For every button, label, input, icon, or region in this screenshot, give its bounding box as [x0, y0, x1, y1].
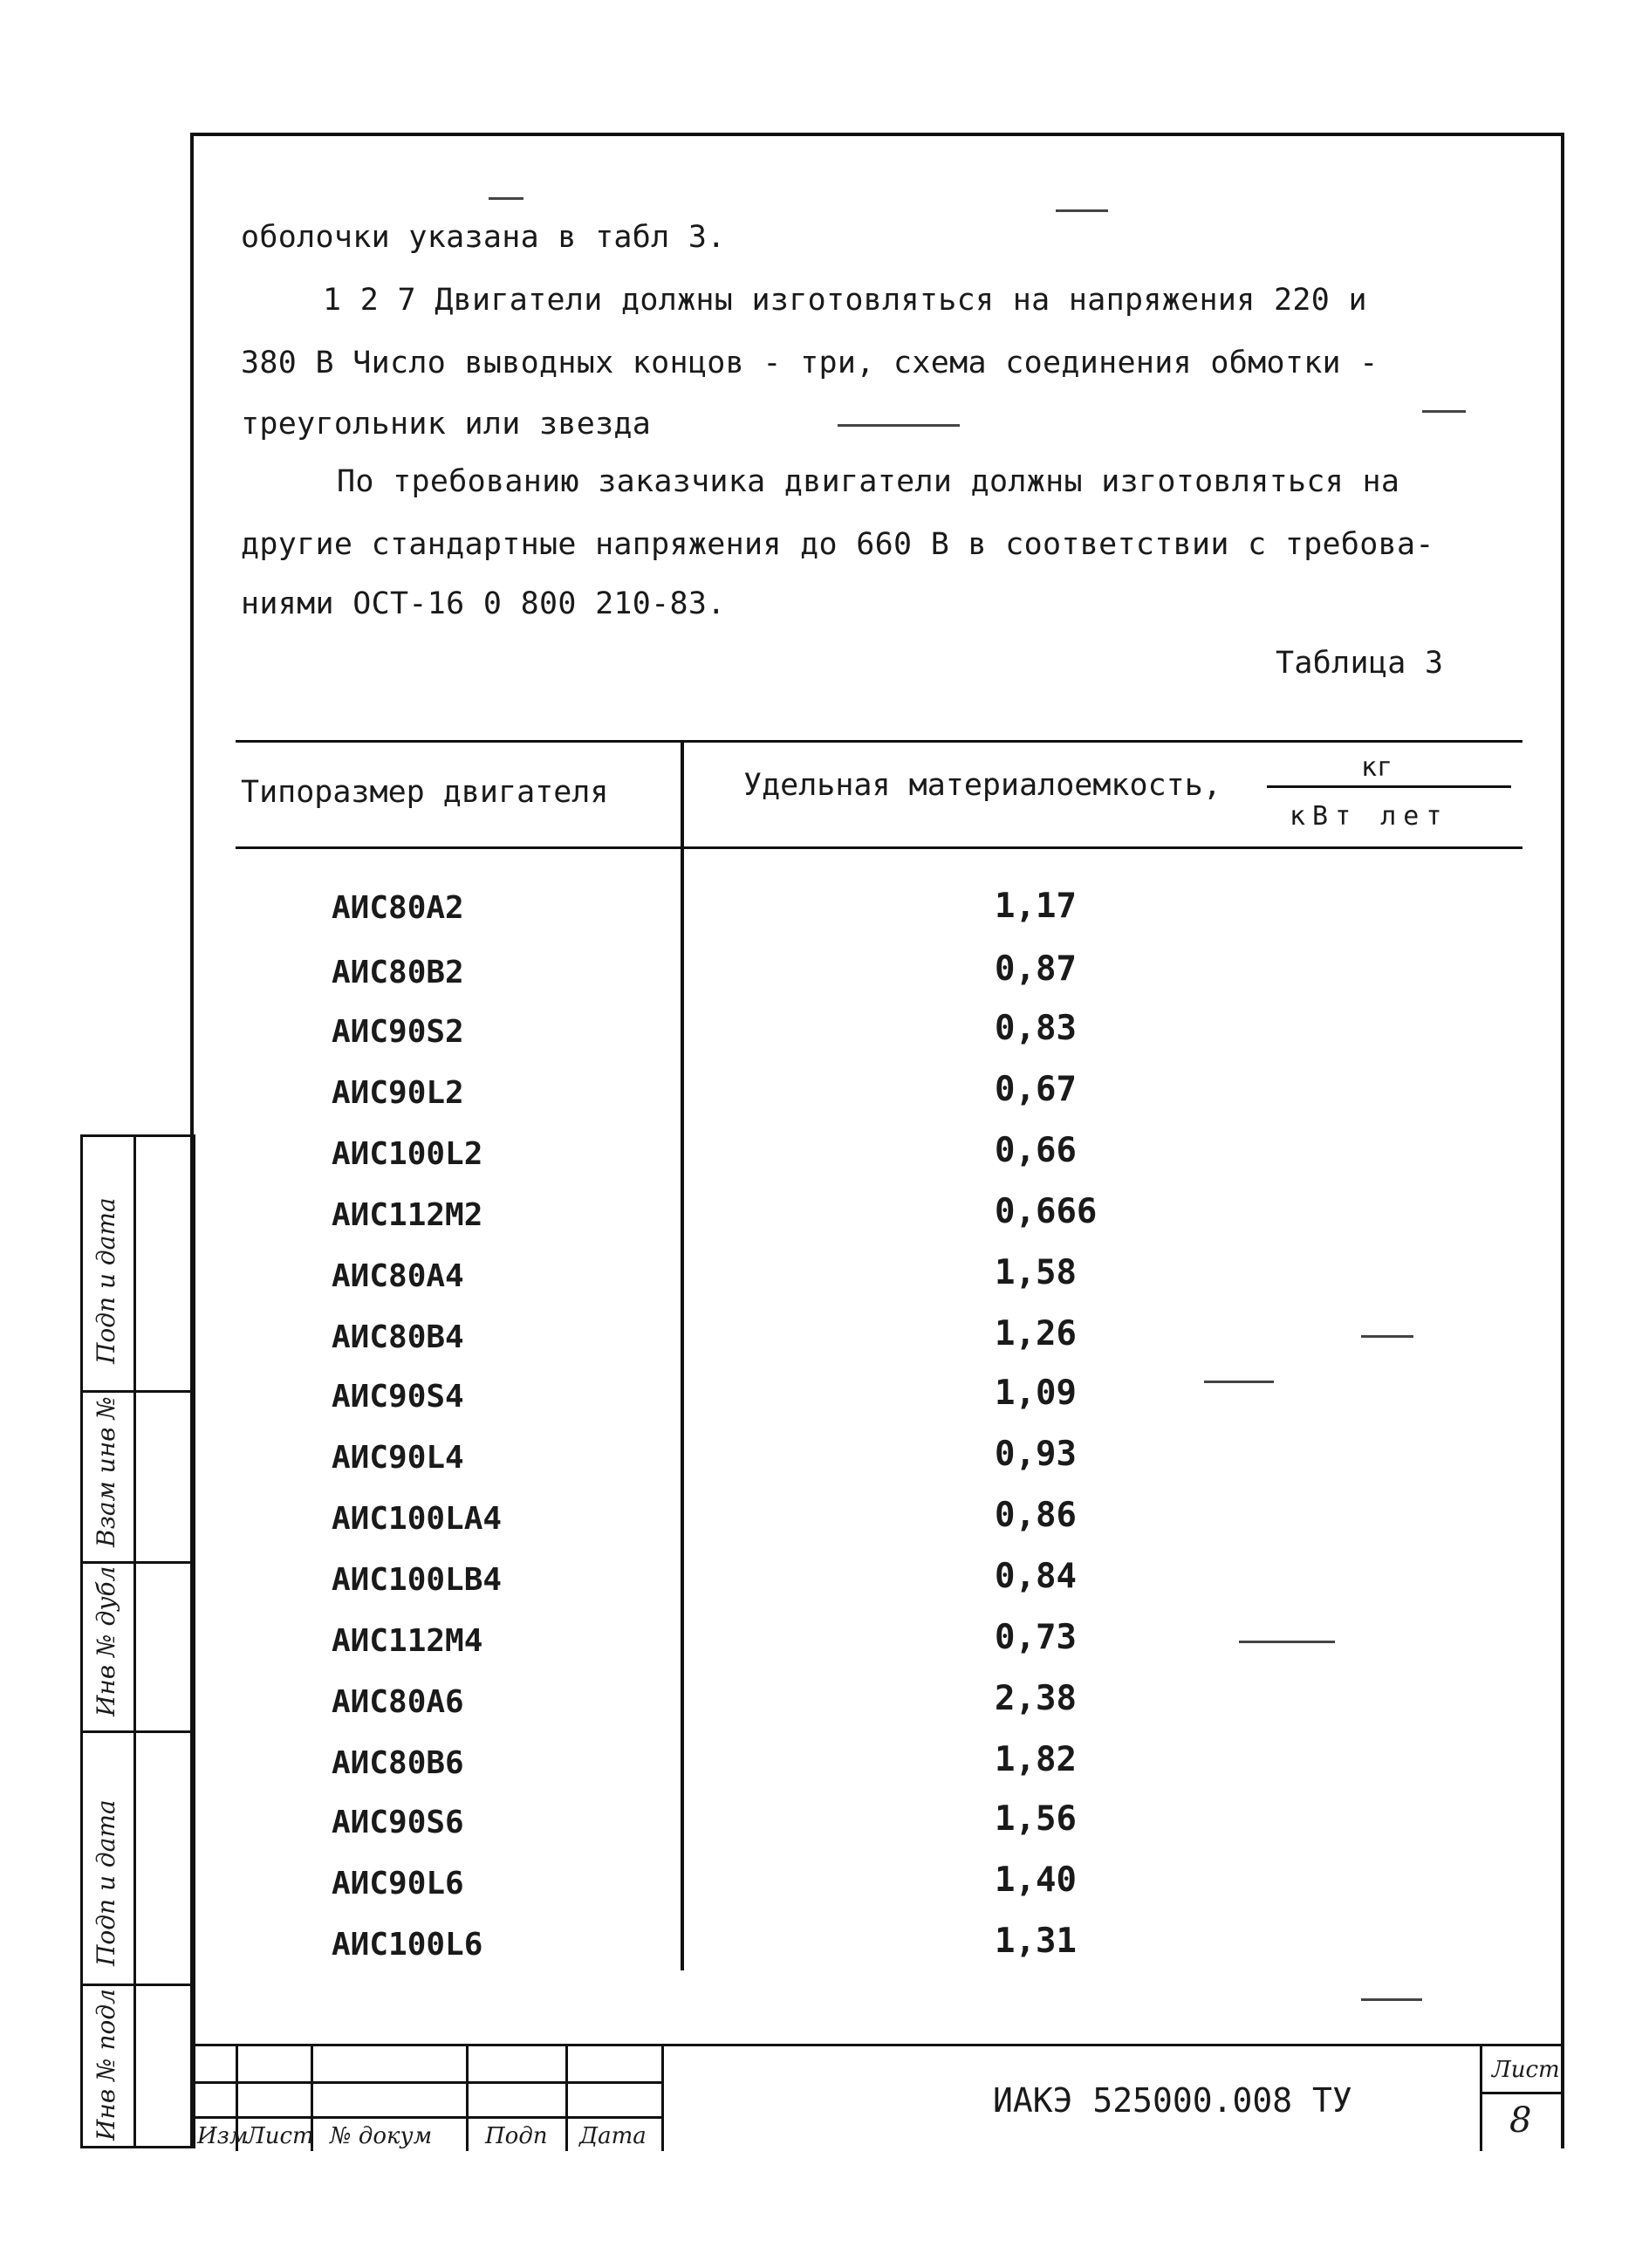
table-top-rule: [236, 740, 1522, 743]
scan-mark: [1422, 410, 1466, 413]
strip-divider: [83, 1730, 193, 1733]
table-cell-value: 1,56: [995, 1799, 1077, 1839]
stamp-line: [565, 2046, 568, 2151]
scan-mark: [489, 197, 523, 200]
table-column-rule: [681, 740, 684, 1970]
scan-mark: [1361, 1335, 1413, 1338]
stamp-line: [190, 2081, 661, 2084]
sheet-label: Лист: [1492, 2057, 1560, 2083]
title-block: [190, 2044, 1564, 2148]
side-label: Инв № дубл: [92, 1566, 120, 1716]
scan-mark: [1361, 1998, 1422, 2001]
stamp-line: [190, 2116, 661, 2119]
table-cell-type: АИС112М4: [332, 1623, 483, 1659]
paragraph-line: 1 2 7 Двигатели должны изготовляться на напряжения 220 и: [323, 283, 1367, 318]
unit-numerator: кг: [1361, 752, 1393, 783]
table-cell-type: АИС100L6: [332, 1927, 483, 1963]
stamp-column-label: Лист: [246, 2123, 314, 2149]
strip-divider: [83, 1390, 193, 1393]
table-cell-value: 0,73: [995, 1618, 1077, 1657]
table-cell-type: АИС90L4: [332, 1440, 464, 1476]
table-cell-value: 0,67: [995, 1070, 1077, 1109]
unit-denominator: кВт лет: [1290, 801, 1449, 832]
stamp-line: [466, 2046, 469, 2151]
table-cell-type: АИС80А6: [332, 1684, 464, 1720]
document-code: ИАКЭ 525000.008 ТУ: [993, 2081, 1352, 2120]
paragraph-line: ниями ОСТ-16 0 800 210-83.: [241, 586, 726, 621]
table-header-rule: [236, 846, 1522, 849]
column-header-material: Удельная материалоемкость,: [743, 768, 1221, 803]
paragraph-line: треугольник или звезда: [241, 407, 652, 442]
table-cell-value: 2,38: [995, 1679, 1077, 1718]
table-cell-type: АИС100L2: [332, 1136, 483, 1172]
table-cell-value: 0,83: [995, 1009, 1077, 1048]
table-cell-value: 0,66: [995, 1131, 1077, 1170]
stamp-column-label: Подп: [485, 2123, 548, 2149]
table-cell-value: 0,93: [995, 1435, 1077, 1474]
paragraph-line: 380 В Число выводных концов - три, схема соединения обмотки -: [241, 346, 1379, 380]
table-cell-value: 0,84: [995, 1557, 1077, 1596]
table-cell-type: АИС90S4: [332, 1379, 464, 1415]
table-cell-value: 1,82: [995, 1740, 1077, 1779]
table-cell-type: АИС80В6: [332, 1745, 464, 1781]
stamp-column-label: Дата: [579, 2123, 647, 2149]
table-cell-value: 1,17: [995, 887, 1077, 926]
table-cell-type: АИС90L2: [332, 1075, 464, 1111]
column-header-type: Типоразмер двигателя: [241, 775, 609, 810]
paragraph-line: По требованию заказчика двигатели должны изготовляться на: [337, 464, 1400, 499]
table-cell-value: 1,09: [995, 1374, 1077, 1413]
table-cell-type: АИС112М2: [332, 1197, 483, 1233]
strip-divider: [83, 1561, 193, 1564]
side-label: Взам инв №: [92, 1396, 120, 1547]
stamp-column-label: № докум: [330, 2123, 433, 2149]
side-label: Подп и дата: [92, 1197, 120, 1364]
table-cell-value: 0,666: [995, 1192, 1098, 1231]
paragraph-line: оболочки указана в табл 3.: [241, 220, 726, 255]
table-cell-value: 1,31: [995, 1922, 1077, 1961]
strip-divider: [83, 1984, 193, 1986]
scan-mark: [1239, 1641, 1335, 1643]
table-caption: Таблица 3: [1276, 646, 1444, 681]
table-cell-value: 0,87: [995, 949, 1077, 989]
side-label: Подп и дата: [92, 1799, 120, 1966]
stamp-line: [1480, 2046, 1482, 2151]
table-cell-type: АИС100LB4: [332, 1562, 503, 1598]
table-cell-value: 1,40: [995, 1860, 1077, 1900]
side-label: Инв № подл: [92, 1989, 120, 2141]
stamp-column-label: Изм: [197, 2123, 249, 2149]
stamp-line: [1480, 2092, 1563, 2094]
strip-divider: [133, 1137, 136, 2146]
table-cell-value: 1,58: [995, 1253, 1077, 1292]
table-cell-value: 0,86: [995, 1496, 1077, 1535]
unit-fraction-bar: [1267, 785, 1511, 788]
table-cell-type: АИС90S6: [332, 1805, 464, 1840]
scan-mark: [1204, 1381, 1274, 1383]
paragraph-line: другие стандартные напряжения до 660 В в соответствии с требова-: [241, 527, 1434, 562]
table-cell-type: АИС80А2: [332, 890, 464, 926]
table-cell-type: АИС80А4: [332, 1258, 464, 1294]
side-registration-strip: [80, 1134, 195, 2148]
table-cell-type: АИС80В4: [332, 1319, 464, 1355]
table-cell-type: АИС90L6: [332, 1866, 464, 1901]
table-cell-value: 1,26: [995, 1314, 1077, 1353]
stamp-line: [661, 2046, 664, 2151]
table-cell-type: АИС80В2: [332, 955, 464, 990]
sheet-number: 8: [1509, 2100, 1532, 2141]
scan-mark: [838, 424, 960, 427]
table-cell-type: АИС90S2: [332, 1014, 464, 1050]
scan-mark: [1056, 209, 1108, 212]
table-cell-type: АИС100LA4: [332, 1501, 503, 1537]
